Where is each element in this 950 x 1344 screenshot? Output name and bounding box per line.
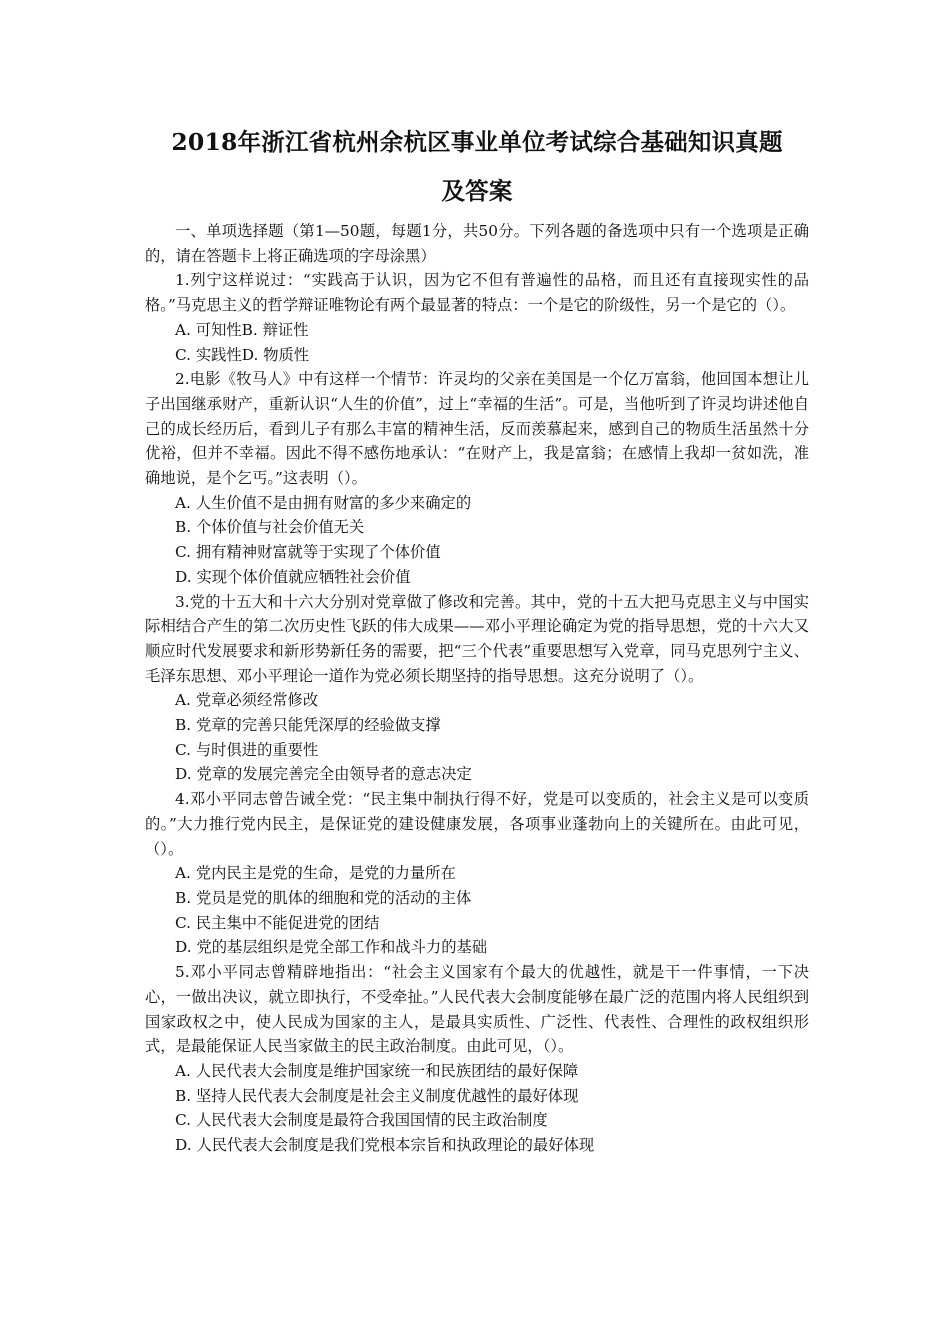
option-d: D. 党的基层组织是党全部工作和战斗力的基础 xyxy=(175,938,488,957)
option-c: C. 民主集中不能促进党的团结 xyxy=(175,913,380,932)
question-2 xyxy=(145,367,809,589)
option-a: A. 人生价值不是由拥有财富的多少来确定的 xyxy=(175,493,472,512)
question-3 xyxy=(145,590,809,788)
option-a: A. 人民代表大会制度是维护国家统一和民族团结的最好保障 xyxy=(175,1061,579,1080)
question-stem: 1.列宁这样说过：“实践高于认识，因为它不但有普遍性的品格，而且还有直接现实性的品格。”马克思主义的哲学辩证唯物论有两个最显著的特点：一个是它的阶级性，另一个是它的（）。 xyxy=(145,271,809,315)
title-line-2: 及答案 xyxy=(441,177,513,205)
option-a: A. 党内民主是党的生命，是党的力量所在 xyxy=(175,864,456,883)
option-d: D. 人民代表大会制度是我们党根本宗旨和执政理论的最好体现 xyxy=(175,1136,595,1155)
option-line: C. 实践性D. 物质性 xyxy=(175,345,310,364)
question-4 xyxy=(145,787,809,960)
title-line-1: 2018年浙江省杭州余杭区事业单位考试综合基础知识真题 xyxy=(171,128,783,156)
option-b: B. 党员是党的肌体的细胞和党的活动的主体 xyxy=(175,888,472,907)
option-a: A. 党章必须经常修改 xyxy=(175,691,319,710)
option-d: D. 党章的发展完善完全由领导者的意志决定 xyxy=(175,765,472,784)
document-page xyxy=(145,118,809,1158)
question-5 xyxy=(145,960,809,1158)
option-c: C. 拥有精神财富就等于实现了个体价值 xyxy=(175,543,441,562)
option-b: B. 个体价值与社会价值无关 xyxy=(175,518,365,537)
option-c: C. 人民代表大会制度是最符合我国国情的民主政治制度 xyxy=(175,1111,548,1130)
option-c: C. 与时俱进的重要性 xyxy=(175,740,319,759)
question-stem: 5.邓小平同志曾精辟地指出：“社会主义国家有个最大的优越性，就是干一件事情，一下决心，一做出决议，就立即执行，不受牵扯。”人民代表大会制度能够在最广泛的范围内将人民组织到国家政权之中，使人民成为国家的主人，是最具实质性、广泛性、代表性、合理性的政权组织形式，是最能保证人民当家做主的民主政治制度。由此可见，（）。 xyxy=(145,963,809,1056)
question-stem: 4.邓小平同志曾告诫全党：“民主集中制执行得不好，党是可以变质的，社会主义是可以变质的。”大力推行党内民主，是保证党的建设健康发展，各项事业蓬勃向上的关键所在。由此可见，（）。 xyxy=(145,790,809,858)
option-b: B. 坚持人民代表大会制度是社会主义制度优越性的最好体现 xyxy=(175,1086,579,1105)
option-line: A. 可知性B. 辩证性 xyxy=(175,320,309,339)
section-intro: 一、单项选择题（第1—50题，每题1分，共50分。下列各题的备选项中只有一个选项是正确的，请在答题卡上将正确选项的字母涂黑） xyxy=(145,222,809,265)
question-stem: 3.党的十五大和十六大分别对党章做了修改和完善。其中，党的十五大把马克思主义与中国实际相结合产生的第二次历史性飞跃的伟大成果——邓小平理论确定为党的指导思想，党的十六大又顺应时代发展要求和新形势新任务的需要，把“三个代表”重要思想写入党章，同马克思列宁主义、毛泽东思想、邓小平理论一道作为党必须长期坚持的指导思想。这充分说明了（）。 xyxy=(145,592,809,685)
question-1 xyxy=(145,268,809,367)
document-title xyxy=(145,118,809,216)
question-stem: 2.电影《牧马人》中有这样一个情节：许灵均的父亲在美国是一个亿万富翁，他回国本想让儿子出国继承财产，重新认识“人生的价值”，过上“幸福的生活”。可是，当他听到了许灵均讲述他自己的成长经历后，看到儿子有那么丰富的精神生活，反而羡慕起来，感到自己的物质生活虽然十分优裕，但并不幸福。因此不得不感伤地承认：“在财产上，我是富翁；在感情上我却一贫如洗，准确地说，是个乞丐。”这表明（）。 xyxy=(145,370,809,488)
option-b: B. 党章的完善只能凭深厚的经验做支撑 xyxy=(175,716,441,735)
option-d: D. 实现个体价值就应牺牲社会价值 xyxy=(175,567,411,586)
